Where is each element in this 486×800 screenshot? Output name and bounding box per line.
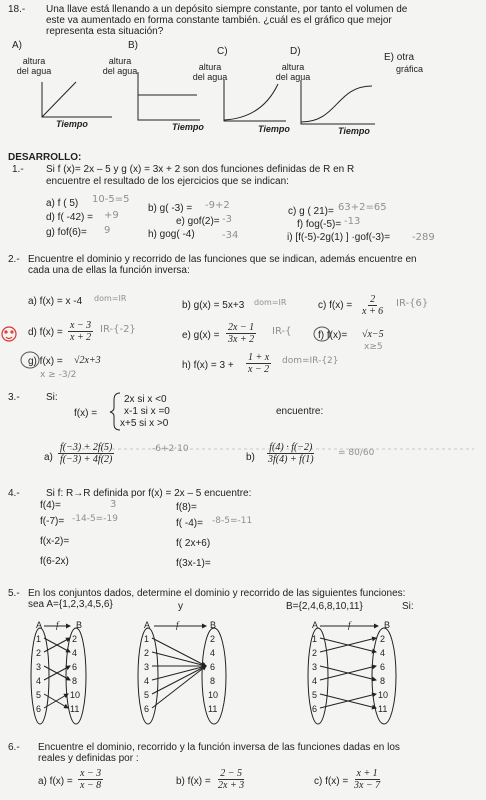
q6-a-fraction [78,768,103,791]
q2-h-numerator: 1 + x [248,352,270,363]
q3-fx: f(x) = [74,408,98,419]
d1-label-b: B [76,620,83,630]
graph-c-xlabel: Tiempo [258,124,290,134]
d2-b1: 2 [210,634,216,644]
d3-label-b: B [384,620,391,630]
q6-b: b) f(x) = [176,776,211,787]
q2-h: h) f(x) = 3 + [182,360,234,371]
q4-r2-answer: -8-5=-11 [212,516,253,526]
d1-label-a: A [36,620,43,630]
q3-b: b) [246,452,255,463]
q2-c-numerator: 2 [370,294,376,305]
graph-a-xlabel: Tiempo [56,119,88,129]
option-d-label: D) [290,46,301,57]
q2-f: f) f(x)= [318,330,348,341]
q1-d: d) f( -42) = [46,212,93,223]
q2-e-numerator: 2x − 1 [228,322,255,333]
q2-d-answer: IR-{-2} [100,324,136,335]
q18-number: 18.- [8,4,26,15]
q4-r2: f( -4)= [176,518,203,529]
d2-label-f: f [176,620,179,630]
q2-g-answer: x ≥ -3/2 [40,370,77,380]
q3-a-denominator: f(−3) + 4f(2) [60,454,113,465]
q18-text-line1: Una llave está llenando a un depósito siempre constante, por tanto el volumen de [46,4,408,15]
graph-c-ylabel: altura del agua [192,62,228,82]
d3-set-a [308,628,328,724]
q6-text-line1: Encuentre el dominio, recorrido y la función inversa de las funciones dadas en los [38,742,400,753]
q4-l1-answer: 3 [110,499,117,510]
q3-b-denominator: 3f(4) + f(1) [268,454,314,465]
q2-b: b) g(x) = 5x+3 [182,300,245,311]
option-a-label: A) [12,40,22,51]
graph-b-xlabel: Tiempo [172,122,204,132]
d1-b1: 2 [72,634,78,644]
q2-c: c) f(x) = [318,300,353,311]
d3-b1: 2 [380,634,386,644]
option-e-label2: gráfica [396,64,424,74]
q6-b-numerator: 2 − 5 [220,768,242,779]
q6-a-numerator: x − 3 [80,768,102,779]
q1-a-answer: 10-5=5 [92,194,130,205]
q1-e-answer: -3 [222,214,232,225]
graph-d-ylabel: altura del agua [275,62,311,82]
q1-text-line2: encuentre el resultado de los ejercicios que se indican: [46,176,289,187]
d3-b3: 6 [380,662,386,672]
q1-h: h) gog( -4) [148,229,195,240]
graph-a-ylabel: altura del agua [16,56,52,76]
option-b-label: B) [128,40,138,51]
q4-l1: f(4)= [40,500,61,511]
q5-text-line1: En los conjuntos dados, determine el dominio y recorrido de las siguientes funciones: [28,588,406,599]
q6-a: a) f(x) = [38,776,73,787]
d3-a1: 1 [312,634,318,644]
q3-number: 3.- [8,392,20,403]
q3-case1: 2x si x <0 [124,394,167,405]
d1-a6: 6 [36,704,42,714]
q6-b-denominator: 2x + 3 [218,780,245,791]
d2-b3: 6 [210,662,216,672]
q2-a-answer: dom=IR [94,294,127,303]
diagram-3 [308,626,396,724]
q4-l2: f(-7)= [40,516,65,527]
d1-a5: 5 [36,690,42,700]
diagram-1 [31,626,86,724]
q2-b-answer: dom=IR [254,298,287,307]
q2-g-expression: √2x+3 [74,355,101,366]
option-e-label: E) otra [384,52,415,63]
q1-d-answer: +9 [104,210,119,221]
q5-number: 5.- [8,588,20,599]
q3-case3: x+5 si x >0 [120,418,169,429]
q2-e-answer: IR-{ [272,326,292,337]
q2-d-numerator: x − 3 [70,320,92,331]
q2-text-line1: Encuentre el dominio y recorrido de las funciones que se indican, además encuentre en [28,254,417,265]
d2-b5: 10 [208,690,219,700]
q1-f: f) fog(-5)= [297,219,342,230]
d1-a1: 1 [36,634,42,644]
d2-set-a [138,628,158,724]
q1-c: c) g ( 21)= [288,206,334,217]
d3-b6: 11 [378,704,388,714]
d3-a4: 4 [312,676,318,686]
q4-l2-answer: -14-5=-19 [72,514,118,524]
d3-a3: 3 [312,662,318,672]
q6-c: c) f(x) = [314,776,349,787]
q2-f-expression: √x−5 [362,329,384,340]
q1-f-answer: -13 [344,216,361,227]
d2-label-b: B [210,620,217,630]
graph-d-xlabel: Tiempo [338,126,370,136]
d2-a2: 2 [144,648,150,658]
q2-c-answer: IR-{6} [396,298,429,309]
q1-g-answer: 9 [104,225,111,236]
q2-text-line2: cada una de ellas la función inversa: [28,265,190,276]
q1-b-answer: -9+2 [205,200,230,211]
d1-b5: 10 [70,690,81,700]
d2-a1: 1 [144,634,150,644]
q6-b-fraction [216,768,246,791]
q4-r1: f(8)= [176,502,197,513]
q3-case2: x-1 si x =0 [124,406,170,417]
q2-h-denominator: x − 2 [248,364,270,375]
q6-c-fraction [352,768,382,791]
d3-b2: 4 [380,648,386,658]
q3-si: Si: [46,392,58,403]
q18-text-line2: este va aumentado en forma constante también. ¿cuál es el gráfico que mejor [46,15,392,26]
q5-text-line2: sea A={1,2,3,4,5,6} [28,599,113,610]
d1-b6: 11 [70,704,80,714]
d1-a4: 4 [36,676,42,686]
q2-d-denominator: x + 2 [70,332,92,343]
q1-i-answer: -289 [412,232,435,243]
q2-h-answer: dom=IR-{2} [282,356,339,366]
q4-r4: f(3x-1)= [176,558,211,569]
q1-a: a) f ( 5) [46,198,79,209]
d2-a5: 5 [144,690,150,700]
d2-b6: 11 [208,704,218,714]
q3-b-answer: = 80/60 [338,448,375,458]
d2-b2: 4 [210,648,216,658]
q3-a-answer: -6+2·10 [152,444,189,454]
q6-a-denominator: x − 8 [80,780,102,791]
q2-f-answer: x≥5 [364,342,383,352]
q18-text-line3: representa esta situación? [46,26,164,37]
q5-setb: B={2,4,6,8,10,11} [286,601,363,612]
d3-a5: 5 [312,690,318,700]
q3-encuentre: encuentre: [276,406,324,417]
q2-a: a) f(x) = x -4 [28,296,83,307]
q1-c-answer: 63+2=65 [338,202,387,213]
q4-l4: f(6-2x) [40,556,69,567]
diagram-2 [138,626,226,724]
d3-a2: 2 [312,648,318,658]
q2-c-denominator: x + 6 [362,306,384,317]
q1-b: b) g( -3) = [148,203,193,214]
q2-d: d) f(x) = [28,327,63,338]
q5-y: y [178,601,183,612]
q4-l3: f(x-2)= [40,536,70,547]
q6-c-numerator: x + 1 [356,768,378,779]
q1-h-answer: -34 [222,230,239,241]
d2-a6: 6 [144,704,150,714]
q3-a: a) [44,452,53,463]
d1-set-a [31,628,49,724]
d3-set-b [372,628,396,724]
q1-i: i) [f(-5)-2g(1) ] ·gof(-3)= [287,232,391,243]
d3-label-a: A [312,620,319,630]
d1-label-f: f [56,620,59,630]
d3-a6: 6 [312,704,318,714]
q6-number: 6.- [8,742,20,753]
q5-si: Si: [402,601,414,612]
d1-set-b [66,628,86,724]
q4-text: Si f: R→R definida por f(x) = 2x – 5 encuentre: [46,488,252,499]
d1-b3: 6 [72,662,78,672]
q2-e-denominator: 3x + 2 [228,334,255,345]
q1-number: 1.- [12,164,24,175]
d1-a3: 3 [36,662,42,672]
d2-b4: 8 [210,676,216,686]
q4-r3: f( 2x+6) [176,538,211,549]
q1-text-line1: Si f (x)= 2x – 5 y g (x) = 3x + 2 son dos funciones definidas de R en R [46,164,355,175]
d1-a2: 2 [36,648,42,658]
q2-e: e) g(x) = [182,330,220,341]
option-c-label: C) [217,46,228,57]
d1-b2: 4 [72,648,78,658]
d2-a3: 3 [144,662,150,672]
q3-b-numerator: f(4) · f(−2) [269,442,313,453]
q6-text-line2: reales y definidas por : [38,753,139,764]
q2-g: g) f(x) = [28,356,63,367]
q6-c-denominator: 3x − 7 [354,780,381,791]
q3-a-numerator: f(−3) + 2f(5) [60,442,113,453]
section-title: DESARROLLO: [8,152,82,163]
d3-label-f: f [348,620,351,630]
q4-number: 4.- [8,488,20,499]
d1-b4: 8 [72,676,78,686]
d3-b4: 8 [380,676,386,686]
d3-b5: 10 [378,690,389,700]
d2-set-b [202,628,226,724]
q1-g: g) fof(6)= [46,227,87,238]
d2-a4: 4 [144,676,150,686]
q1-e: e) gof(2)= [176,216,220,227]
q2-number: 2.- [8,254,20,265]
d2-label-a: A [144,620,151,630]
graph-b-ylabel: altura del agua [102,56,138,76]
